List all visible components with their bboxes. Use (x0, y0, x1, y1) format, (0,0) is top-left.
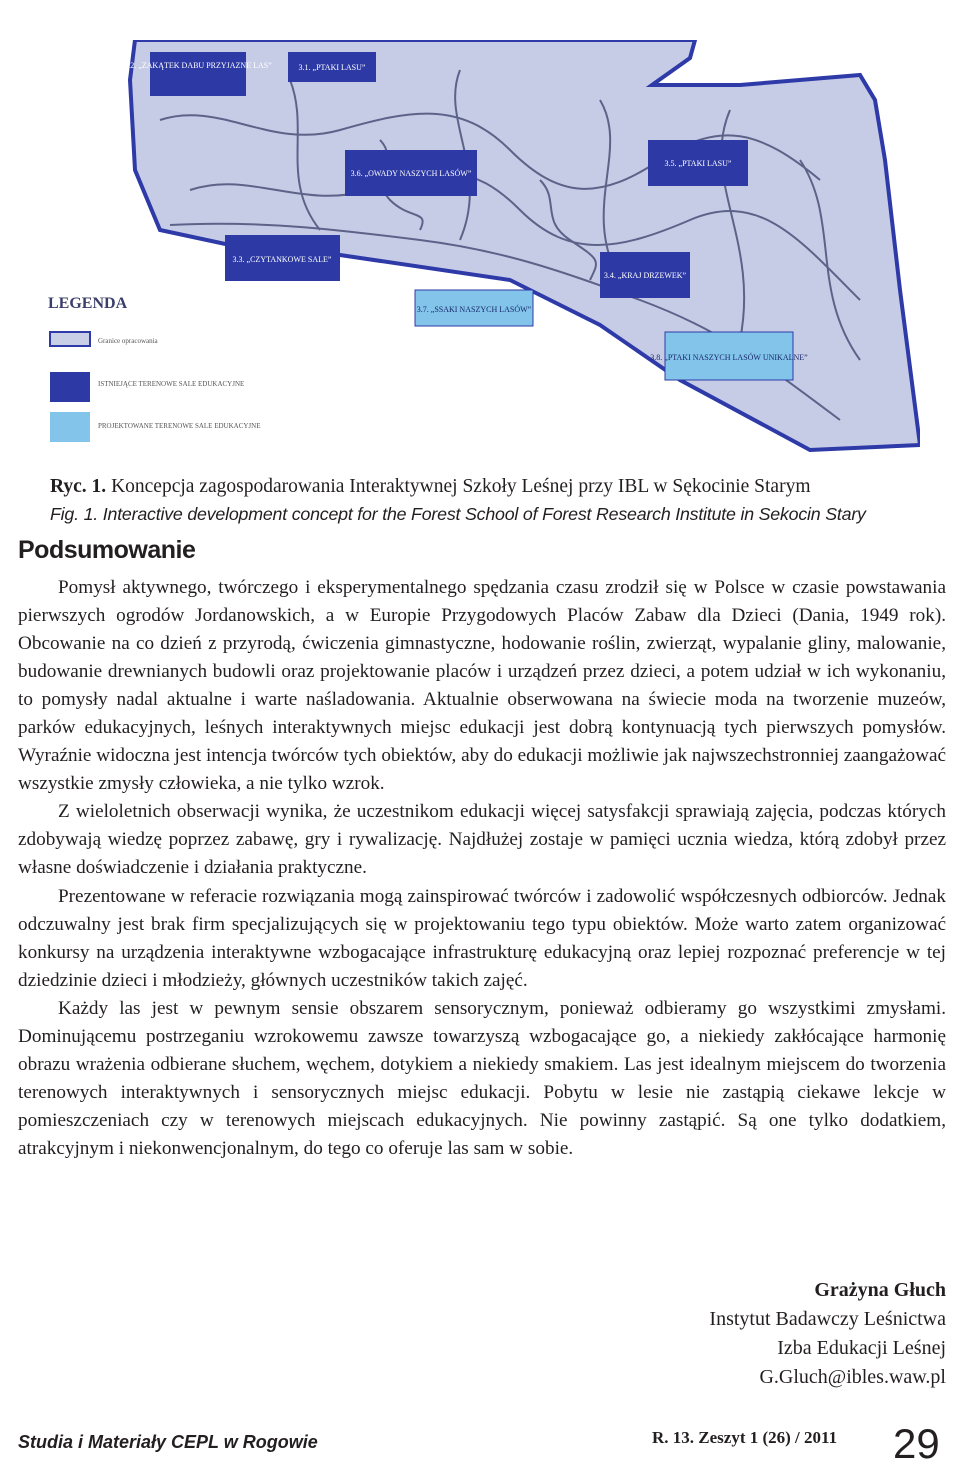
author-email: G.Gluch@ibles.waw.pl (759, 1366, 946, 1388)
author-unit: Izba Edukacji Leśnej (777, 1337, 946, 1359)
zone-label: 3.5. „PTAKI LASU” (664, 159, 732, 168)
legend-label: ISTNIEJĄCE TERENOWE SALE EDUKACYJNE (98, 380, 245, 388)
figure-caption-en (50, 501, 866, 527)
zone-label: 3.8. „PTAKI NASZYCH LASÓW UNIKALNE” (650, 353, 808, 362)
paragraph: Pomysł aktywnego, twórczego i eksperymentalnego spędzania czasu zrodził się w Polsce w czasie powstawania pierwszych ogrodów Jordanowskich, a w Europie Przygodowych Placów Zabaw dla Dzieci (Dania, 1949 rok). Obcowanie na co dzień z przyrodą, ćwiczenia gimnastyczne, hodowanie roślin, zwierząt, wypalanie gliny, malowanie, budowanie drewnianych budowli oraz projektowanie placów i urządzeń przez dzieci, a potem udział w ich wykonaniu, to pomysły nadal aktualne i warte naśladowania. Aktualnie obserwowana na świecie moda na tworzenie muzeów, parków edukacyjnych, leśnych interaktywnych miejsc edukacji jest dobrą kontynuacją tych pierwszych pomysłów. Wyraźnie widoczna jest intencja twórców tych obiektów, aby do edukacji możliwie jak najwszechstronniej zaangażować wszystkie zmysły człowieka, a nie tylko wzrok. (18, 577, 946, 795)
paragraph: Każdy las jest w pewnym sensie obszarem sensorycznym, ponieważ odbieramy go wszystkimi zmysłami. Dominującemu postrzeganiu wzrokowemu zawsze towarzyszą wzbogacające go, a niekiedy zakłócające harmonię obrazu wrażenia odbierane słuchem, węchem, dotykiem a niekiedy smakiem. Las jest idealnym miejscem do tworzenia terenowych interaktywnych i sensorycznych miejsc edukacji. Pobytu w lesie nie zastąpią ciekawe lekcje w pomieszczeniach czy w terenowych miejscach edukacyjnych. Nie powinny zastąpić. Są one tylko dodatkiem, atrakcyjnym i niekonwencjonalnym, do tego co oferuje las sam w sobie. (18, 997, 946, 1159)
journal-title: Studia i Materiały CEPL w Rogowie (18, 1432, 318, 1452)
author-institution: Instytut Badawczy Leśnictwa (709, 1308, 946, 1330)
legend-swatch (50, 372, 90, 402)
paragraph: Z wieloletnich obserwacji wynika, że uczestnikom edukacji więcej satysfakcji sprawiają zajęcia, podczas których zdobywają wiedzę poprzez zabawę, gry i rywalizację. Najdłużej zostaje w pamięci ucznia wiedza, którą zdobył przez własne doświadczenie i działania praktyczne. (18, 801, 946, 879)
journal-issue: R. 13. Zeszyt 1 (26) / 2011 (652, 1428, 838, 1447)
legend-swatch (50, 332, 90, 346)
map-legend (48, 295, 260, 442)
site-map (40, 40, 920, 460)
zone-label: 3.6. „OWADY NASZYCH LASÓW” (350, 169, 472, 178)
legend-swatch (50, 412, 90, 442)
legend-label: PROJEKTOWANE TERENOWE SALE EDUKACYJNE (98, 422, 261, 430)
zone-label: 3.3. „CZYTANKOWE SALE” (232, 255, 332, 264)
paragraph: Prezentowane w referacie rozwiązania mogą zainspirować twórców i zadowolić współczesnych odbiorców. Jednak odczuwalny jest brak firm specjalizujących się w projektowaniu tego typu obiektów. Może warto zatem organizować konkursy na urządzenia interaktywne wzbogacające infrastrukturę edukacyjną oraz lepiej rozpoznać preferencje w tej dziedzinie dzieci i młodzieży, głównych uczestników takich zajęć. (18, 885, 946, 991)
legend-title: LEGENDA (48, 295, 128, 312)
zone-label: 3.4. „KRAJ DRZEWEK” (603, 271, 687, 280)
zone-box (150, 52, 246, 96)
figure-caption-pl (50, 474, 811, 500)
legend-label: Granice opracowania (98, 337, 158, 345)
zone-label: 3.2. „ZAKĄTEK DABU PRZYJAZNE LAS” (124, 61, 272, 70)
zone-label: 3.1. „PTAKI LASU” (298, 63, 366, 72)
caption-text: Interactive development concept for the Forest School of Forest Research Institute in Sekocin Stary (102, 504, 866, 524)
section-heading: Podsumowanie (18, 536, 196, 564)
caption-text: Koncepcja zagospodarowania Interaktywnej Szkoły Leśnej przy IBL w Sękocinie Starym (111, 476, 811, 497)
site-map-figure (40, 40, 920, 460)
article-body (18, 574, 946, 1163)
caption-label: Fig. 1. (50, 504, 99, 524)
author-signature (709, 1276, 946, 1392)
author-name: Grażyna Głuch (814, 1279, 946, 1301)
zone-label: 3.7. „SSAKI NASZYCH LASÓW” (416, 305, 532, 314)
caption-label: Ryc. 1. (50, 476, 107, 497)
page-number: 29 (893, 1420, 940, 1467)
